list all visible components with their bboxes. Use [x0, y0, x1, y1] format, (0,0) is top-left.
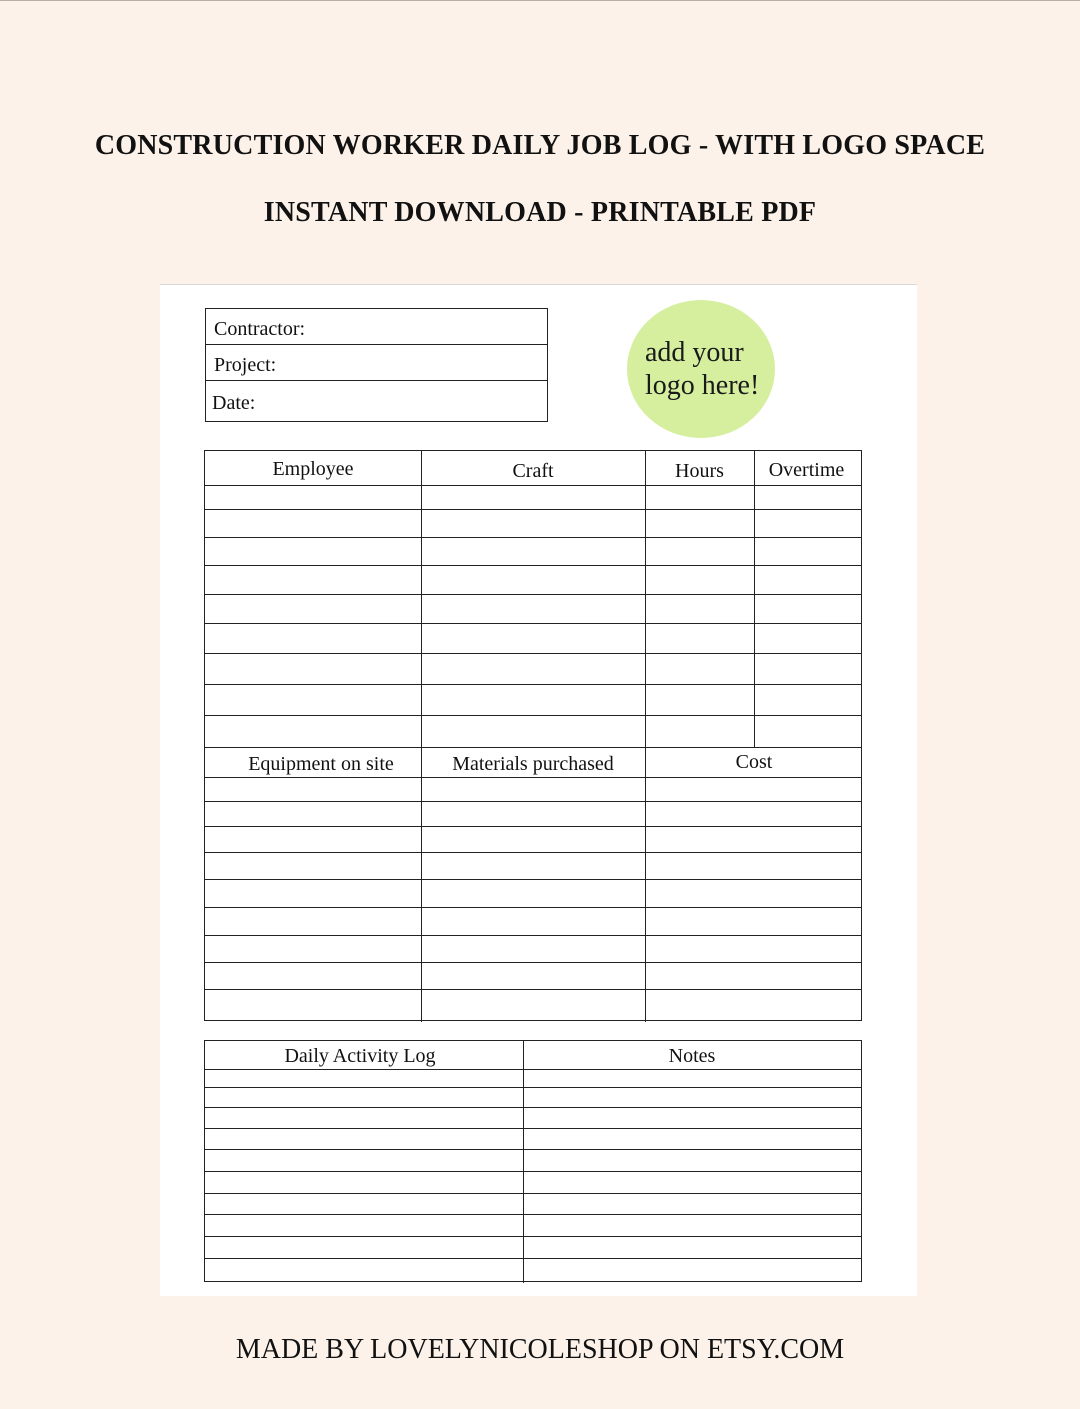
table-row-line: [205, 879, 861, 880]
logo-text-line-1: add your: [645, 337, 744, 368]
table-row-line: [205, 1087, 861, 1088]
table-row-line: [205, 565, 861, 566]
table-row-line: [205, 989, 861, 990]
table-row-line: [205, 907, 861, 908]
project-label: Project:: [214, 354, 277, 376]
col-header-hours: Hours: [675, 460, 724, 482]
table-row-line: [205, 1107, 861, 1108]
printable-sheet: [160, 285, 917, 1296]
table-row-line: [205, 962, 861, 963]
col-header-materials: Materials purchased: [452, 753, 614, 775]
col-header-notes: Notes: [668, 1045, 716, 1067]
info-divider: [206, 380, 547, 381]
table-row-line: [205, 852, 861, 853]
col-header-equipment: Equipment on site: [248, 753, 394, 775]
table-row-line: [205, 1149, 861, 1150]
col-header-activity-log: Daily Activity Log: [284, 1045, 436, 1067]
table-row-line: [205, 1214, 861, 1215]
table-row-line: [205, 1193, 861, 1194]
date-label: Date:: [212, 392, 256, 414]
col-divider: [523, 1041, 524, 1283]
table-row-line: [205, 1171, 861, 1172]
col-header-cost: Cost: [735, 751, 773, 773]
table-row-line: [205, 1258, 861, 1259]
table-row-line: [205, 1236, 861, 1237]
table-row-line: [205, 485, 861, 486]
page-subtitle: INSTANT DOWNLOAD - PRINTABLE PDF: [263, 197, 817, 228]
section-divider: [205, 747, 861, 748]
table-row-line: [205, 537, 861, 538]
table-row-line: [205, 935, 861, 936]
info-divider: [206, 344, 547, 345]
col-divider: [421, 451, 422, 1022]
table-row-line: [205, 684, 861, 685]
logo-text-line-2: logo here!: [645, 370, 760, 401]
top-border: [0, 0, 1080, 1]
col-divider: [645, 451, 646, 1022]
table-row-line: [205, 653, 861, 654]
col-header-craft: Craft: [512, 460, 554, 482]
table-row-line: [205, 594, 861, 595]
footer-credit: MADE BY LOVELYNICOLESHOP ON ETSY.COM: [235, 1334, 845, 1365]
activity-notes-table: [204, 1040, 862, 1282]
contractor-label: Contractor:: [214, 318, 306, 340]
page-title: CONSTRUCTION WORKER DAILY JOB LOG - WITH LOGO SPACE: [94, 130, 986, 161]
table-row-line: [205, 623, 861, 624]
col-header-employee: Employee: [272, 458, 354, 480]
table-row-line: [205, 509, 861, 510]
table-row-line: [205, 715, 861, 716]
table-row-line: [205, 826, 861, 827]
table-row-line: [205, 777, 861, 778]
table-row-line: [205, 801, 861, 802]
labor-equipment-table: [204, 450, 862, 1021]
col-divider: [754, 451, 755, 747]
table-row-line: [205, 1128, 861, 1129]
logo-placeholder-circle: [627, 300, 775, 438]
table-row-line: [205, 1069, 861, 1070]
logo-placeholder-text: [645, 336, 775, 402]
col-header-overtime: Overtime: [768, 459, 845, 481]
job-info-box: [205, 308, 548, 422]
